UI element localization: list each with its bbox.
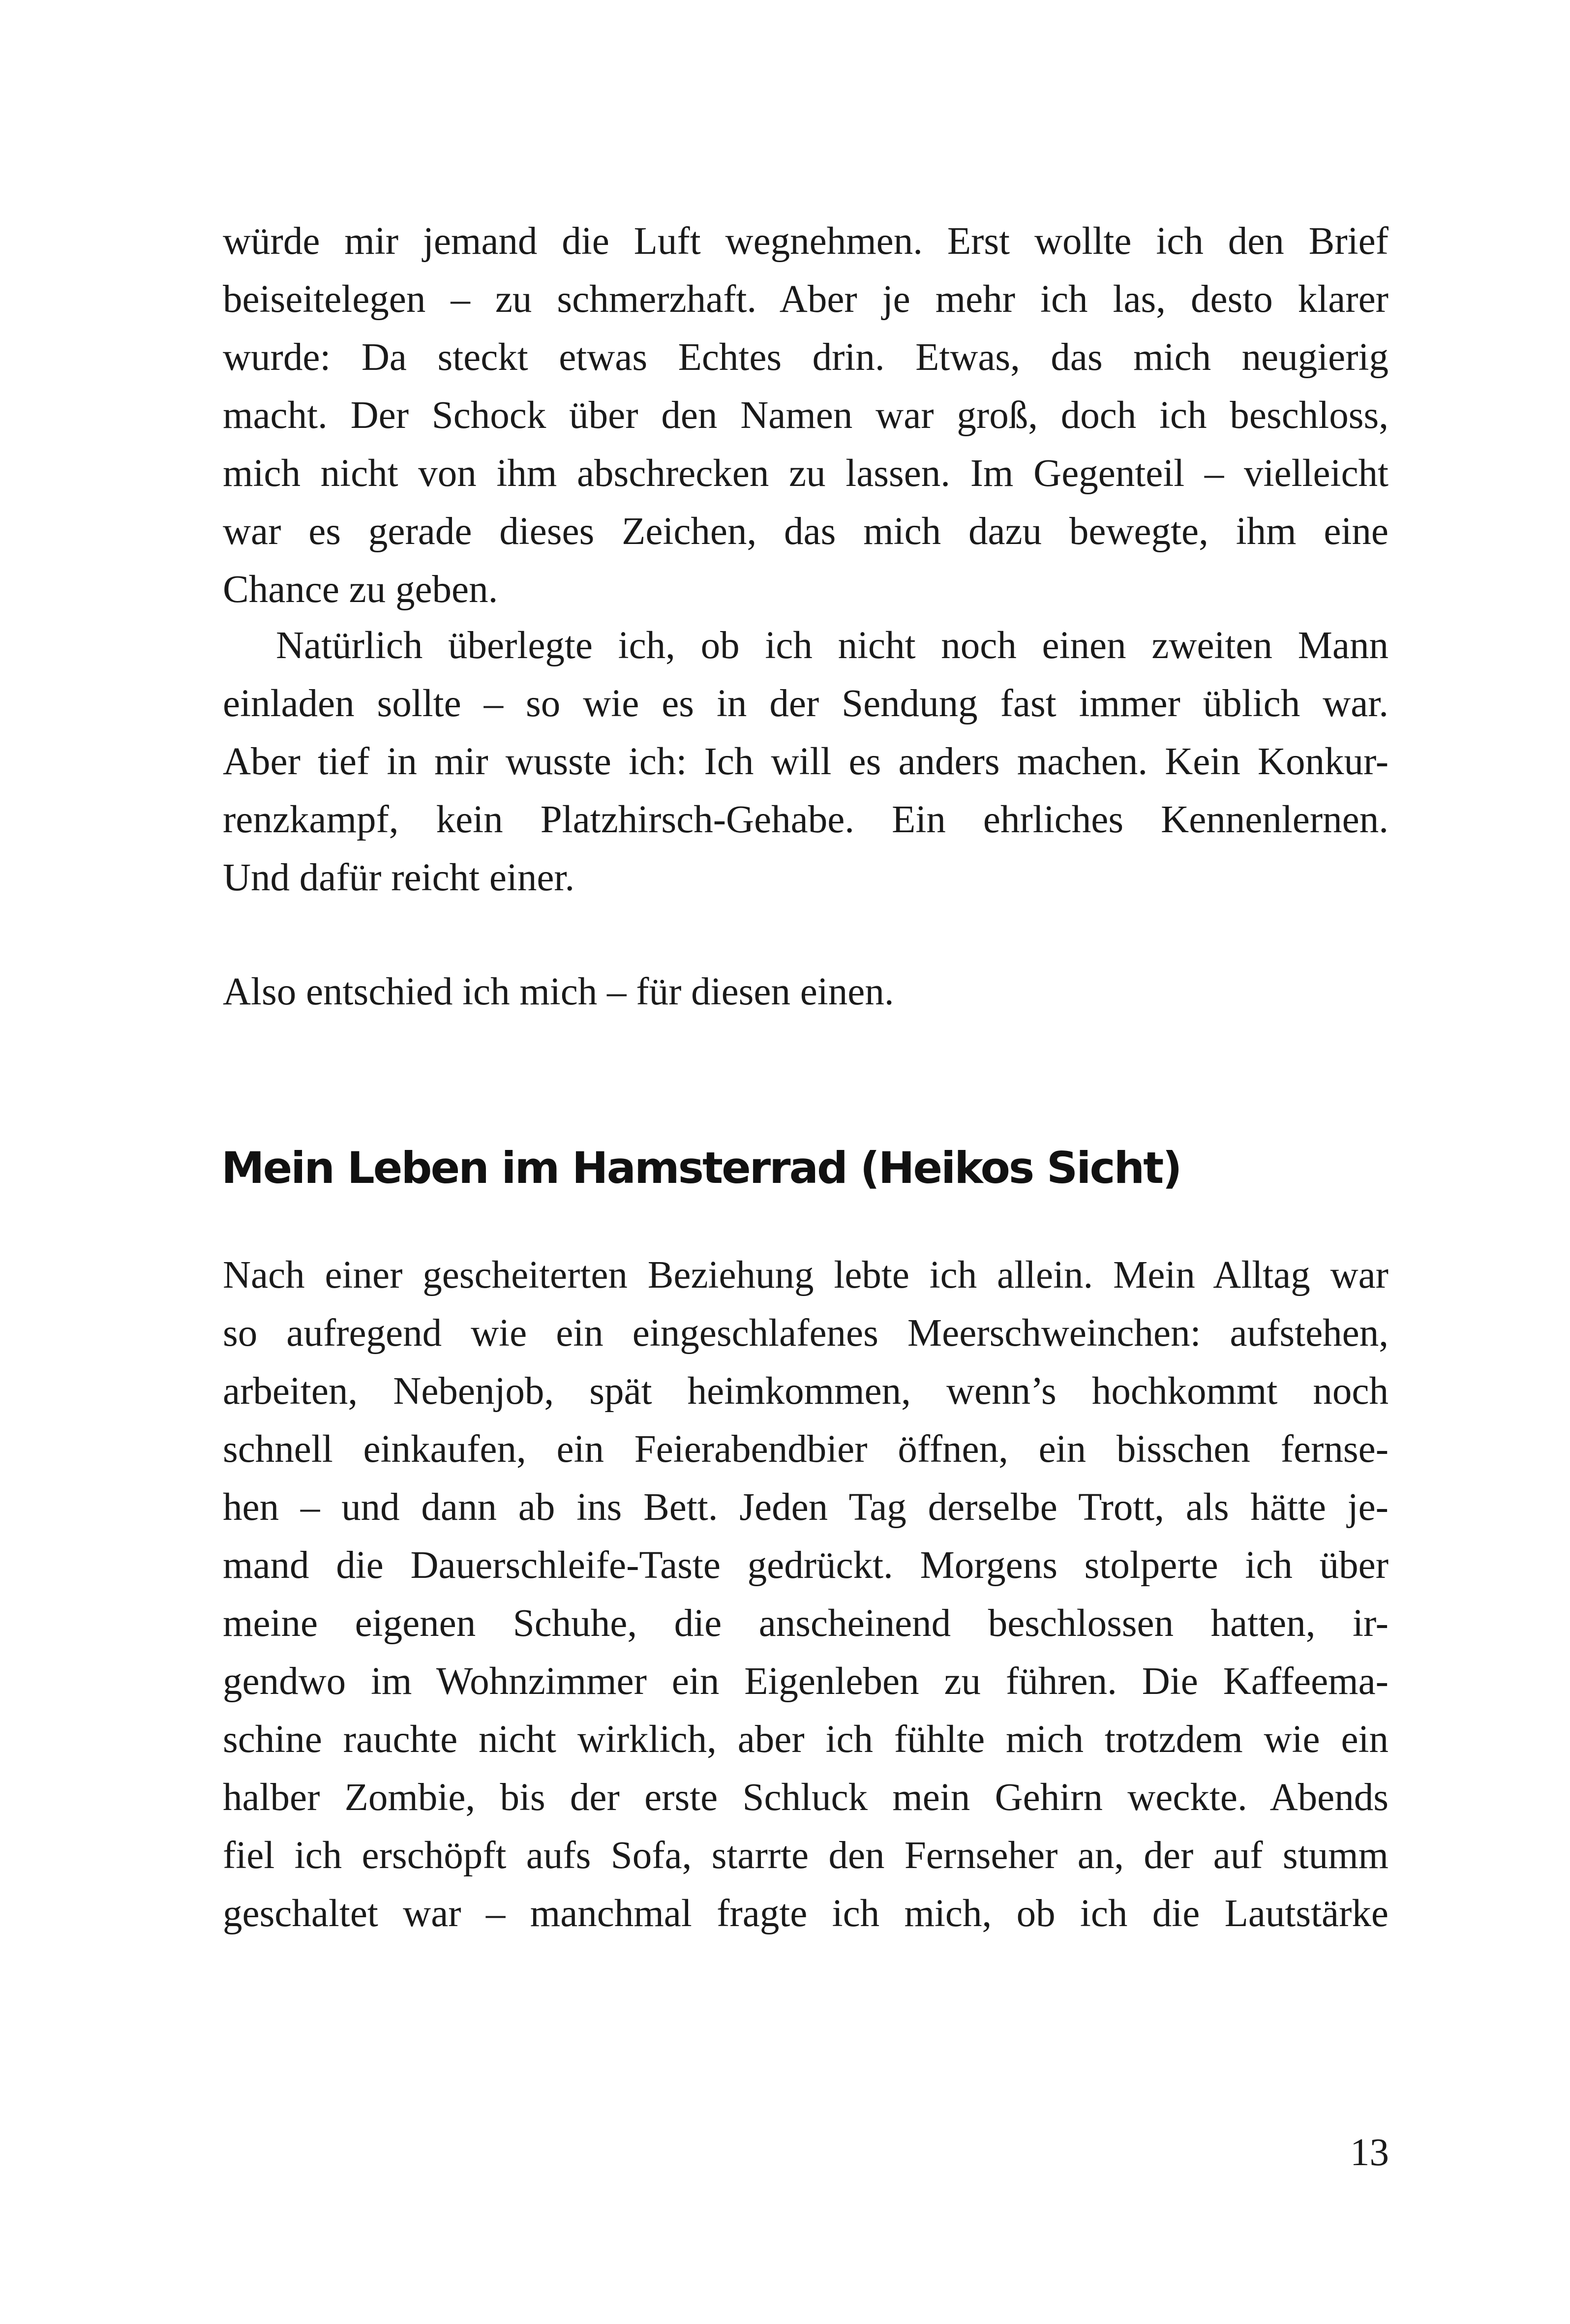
text-line: Also entschied ich mich – für diesen einen.: [223, 970, 894, 1013]
page-number: 13: [1350, 2131, 1389, 2174]
text-line: mich nicht von ihm abschrecken zu lassen. Im Gegenteil – vielleicht: [223, 452, 1389, 495]
text-line: wurde: Da steckt etwas Echtes drin. Etwas, das mich neugierig: [223, 336, 1389, 379]
text-line: Natürlich überlegte ich, ob ich nicht noch einen zweiten Mann: [276, 624, 1389, 667]
paragraph-4: [223, 1246, 1389, 1943]
text-line: gendwo im Wohnzimmer ein Eigenleben zu führen. Die Kaffeema-: [223, 1660, 1389, 1703]
text-line: Und dafür reicht einer.: [223, 856, 575, 899]
text-line: fiel ich erschöpft aufs Sofa, starrte den Fernseher an, der auf stumm: [223, 1834, 1389, 1877]
text-line: mand die Dauerschleife-Taste gedrückt. Morgens stolperte ich über: [223, 1544, 1389, 1587]
text-line: Nach einer gescheiterten Beziehung lebte ich allein. Mein Alltag war: [223, 1254, 1389, 1297]
text-line: schnell einkaufen, ein Feierabendbier öffnen, ein bisschen fernse-: [223, 1428, 1389, 1471]
section-heading: Mein Leben im Hamsterrad (Heikos Sicht): [221, 1143, 1181, 1193]
text-line: macht. Der Schock über den Namen war groß, doch ich beschloss,: [223, 394, 1389, 437]
text-line: arbeiten, Nebenjob, spät heimkommen, wenn’s hochkommt noch: [223, 1370, 1389, 1413]
paragraph-3: [223, 963, 1389, 1021]
text-line: einladen sollte – so wie es in der Sendung fast immer üblich war.: [223, 682, 1389, 725]
text-line: schine rauchte nicht wirklich, aber ich fühlte mich trotzdem wie ein: [223, 1718, 1389, 1761]
paragraph-1: [223, 212, 1389, 619]
text-line: hen – und dann ab ins Bett. Jeden Tag derselbe Trott, als hätte je-: [223, 1486, 1389, 1529]
text-line: meine eigenen Schuhe, die anscheinend beschlossen hatten, ir-: [223, 1602, 1389, 1645]
text-line: Aber tief in mir wusste ich: Ich will es anders machen. Kein Konkur-: [223, 740, 1389, 783]
paragraph-2: [223, 617, 1389, 907]
text-line: so aufregend wie ein eingeschlafenes Meerschweinchen: aufstehen,: [223, 1312, 1389, 1355]
text-line: halber Zombie, bis der erste Schluck mein Gehirn weckte. Abends: [223, 1776, 1389, 1819]
text-line: renzkampf, kein Platzhirsch-Gehabe. Ein ehrliches Kennenlernen.: [223, 798, 1389, 841]
text-line: war es gerade dieses Zeichen, das mich dazu bewegte, ihm eine: [223, 510, 1389, 553]
text-line: Chance zu geben.: [223, 568, 498, 611]
text-line: würde mir jemand die Luft wegnehmen. Erst wollte ich den Brief: [223, 220, 1389, 263]
text-line: geschaltet war – manchmal fragte ich mich, ob ich die Lautstärke: [223, 1892, 1389, 1935]
text-line: beiseitelegen – zu schmerzhaft. Aber je mehr ich las, desto klarer: [223, 278, 1389, 321]
